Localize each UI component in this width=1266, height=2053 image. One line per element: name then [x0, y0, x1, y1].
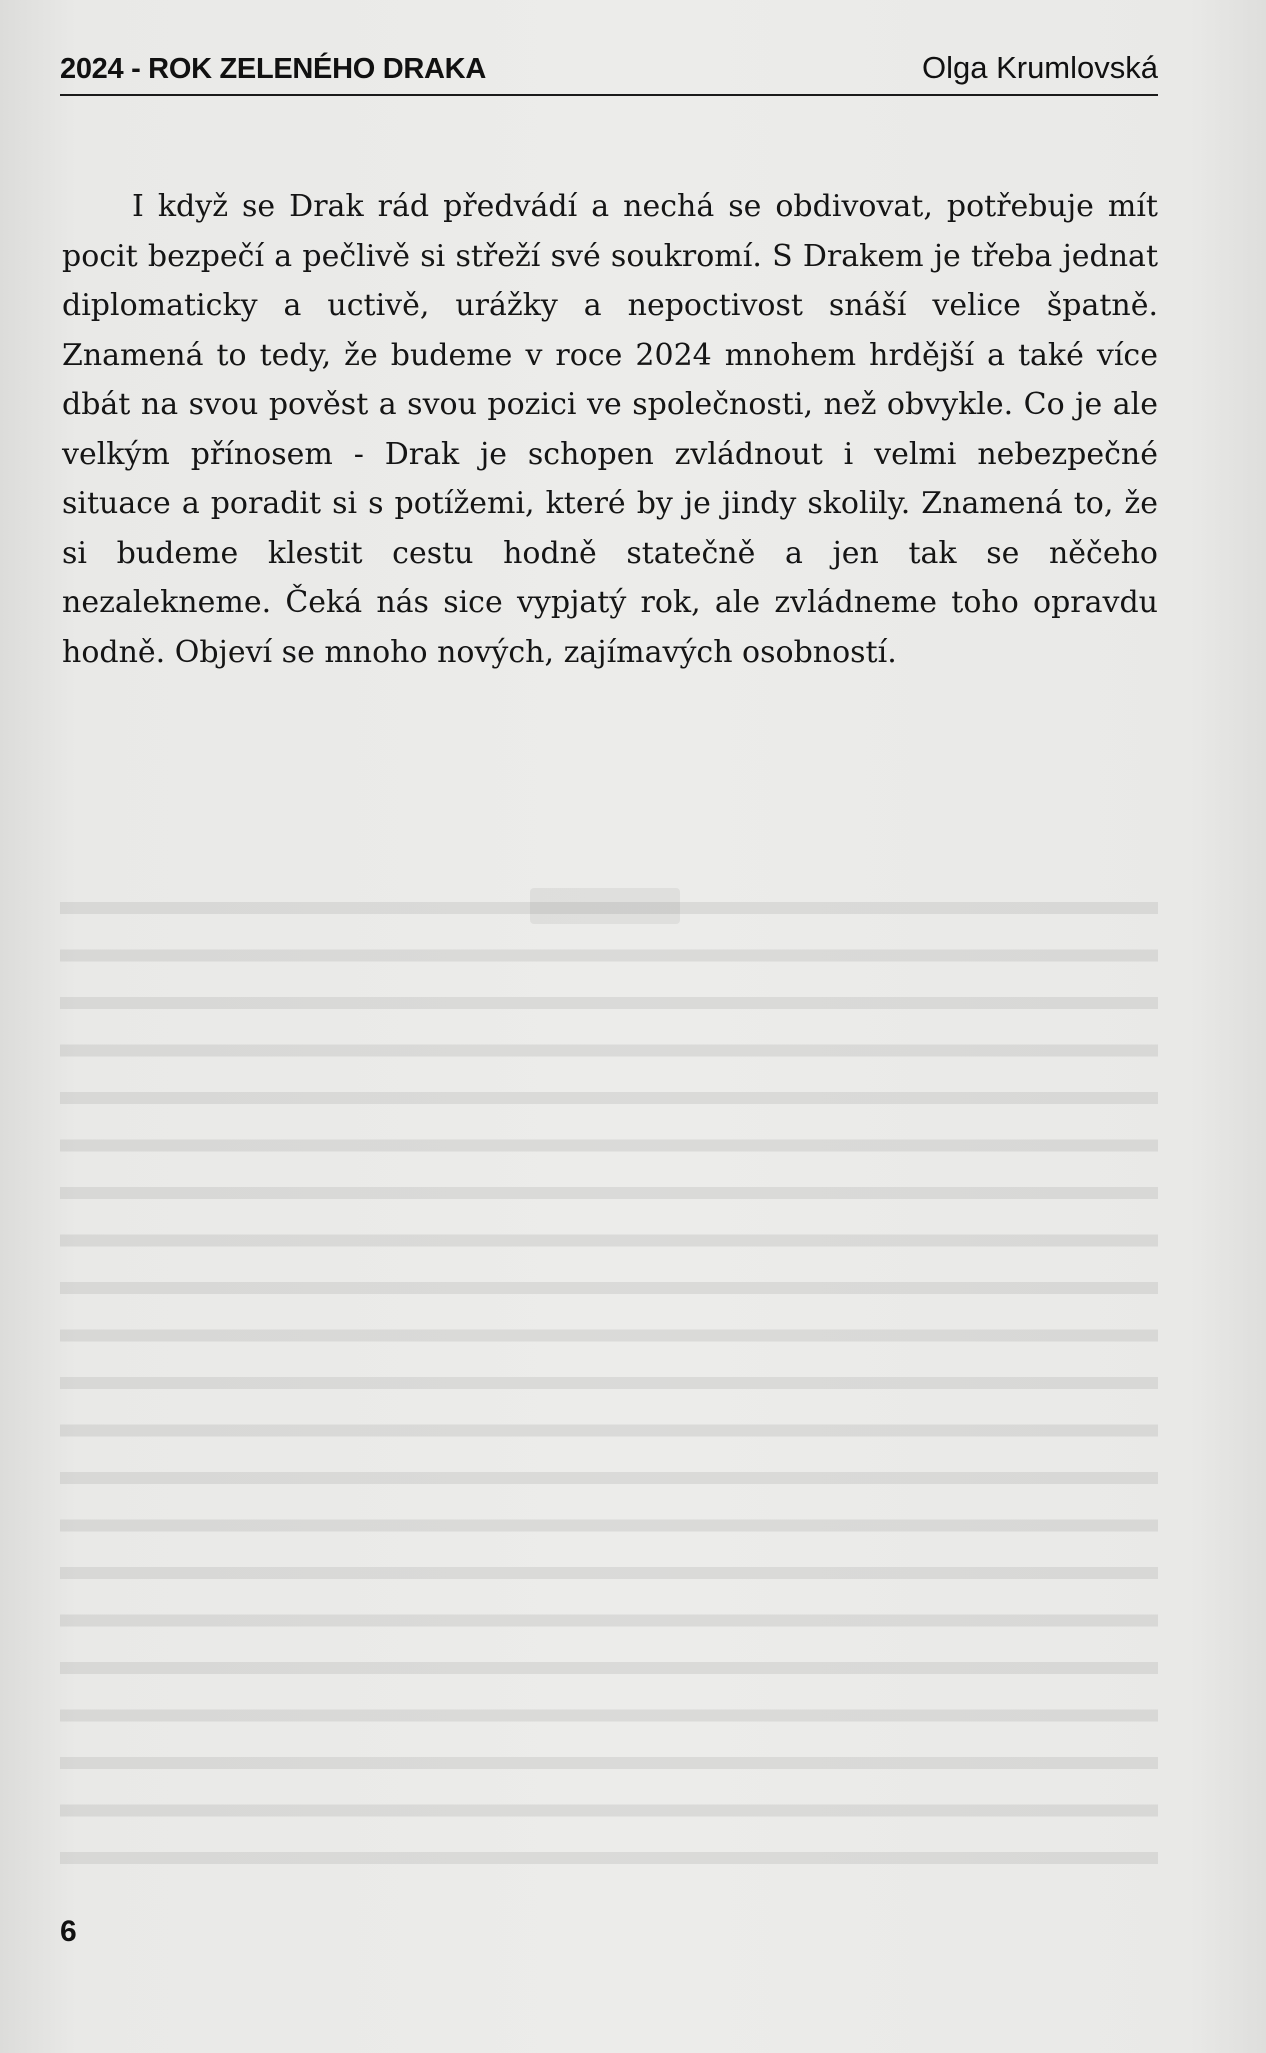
- body-paragraph: I když se Drak rád předvádí a nechá se obdivovat, potřebuje mít pocit bezpečí a pečlivě si střeží své soukromí. S Drakem je třeba jednat diplomaticky a uctivě, urážky a nepoctivost snáší velice špatně. Znamená to tedy, že budeme v roce 2024 mnohem hrdější a také více dbát na svou pověst a svou pozici ve společnosti, než obvykle. Co je ale velkým přínosem - Drak je schopen zvládnout i velmi nebezpečné situace a poradit si s potížemi, které by je jindy skolily. Znamená to, že si budeme klestit cestu hodně statečně a jen tak se něčeho nezalekneme. Čeká nás sice vypjatý rok, ale zvládneme toho opravdu hodně. Objeví se mnoho nových, zajímavých osobností.: [62, 189, 1158, 670]
- bleed-through-text-shadow: [60, 880, 1158, 1880]
- book-title: 2024 - ROK ZELENÉHO DRAKA: [60, 53, 486, 85]
- page-number: 6: [60, 1915, 77, 1948]
- author-name: Olga Krumlovská: [921, 50, 1158, 85]
- running-header: [60, 44, 1158, 96]
- bleed-through-heading-shadow: [530, 888, 680, 924]
